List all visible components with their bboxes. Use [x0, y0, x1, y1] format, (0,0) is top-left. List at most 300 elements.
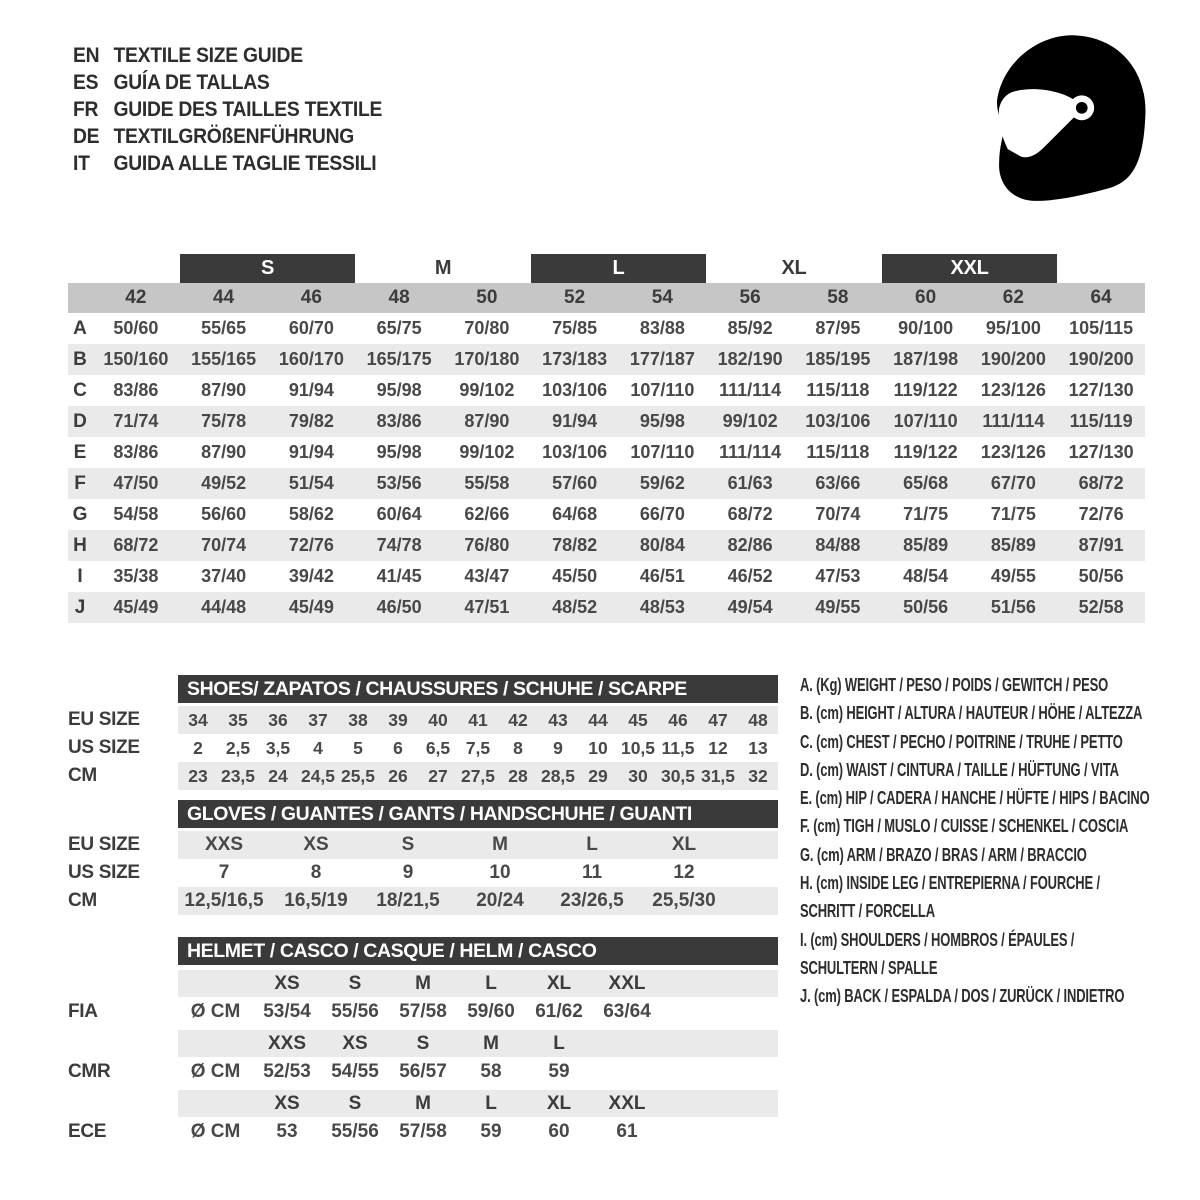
measurement-row-a [68, 313, 1145, 344]
gloves-row-label: US SIZE [68, 862, 140, 883]
main-size-table [68, 254, 1145, 623]
size-value-cell: 47/51 [464, 597, 510, 617]
measurement-row-h [68, 530, 1145, 561]
language-row [73, 69, 382, 96]
value-cell: 28 [508, 765, 528, 786]
size-value-cell: 76/80 [464, 535, 510, 555]
gloves-row-label: EU SIZE [68, 834, 140, 855]
value-cell: 26 [388, 765, 408, 786]
value-cell: 25,5 [340, 765, 376, 786]
size-value-cell: 37/40 [201, 566, 247, 586]
size-value-cell: 87/90 [201, 380, 247, 400]
diameter-unit-label: Ø CM [190, 1121, 241, 1142]
size-group-xl: XL [781, 257, 807, 279]
size-value-cell: 48/52 [552, 597, 598, 617]
size-number-header-row [68, 283, 1145, 313]
helmet-values-row [68, 997, 783, 1027]
size-value-cell: 87/91 [1078, 535, 1124, 555]
size-value-cell: 53/56 [376, 473, 422, 493]
language-code: FR [73, 97, 99, 121]
size-value-cell: 41/45 [376, 566, 422, 586]
measurement-row-j [68, 592, 1145, 623]
value-cell: 23/26,5 [560, 890, 624, 911]
value-cell: 47 [708, 709, 728, 730]
size-value-cell: 35/38 [113, 566, 159, 586]
size-column-header: 64 [1090, 287, 1112, 308]
value-cell: 2 [193, 737, 203, 758]
size-value-cell: 85/92 [727, 318, 773, 338]
size-value-cell: 160/170 [278, 349, 344, 369]
value-cell: XL [671, 834, 697, 855]
size-value-cell: 111/114 [982, 411, 1045, 431]
legend-item [800, 756, 1150, 784]
size-value-cell: 83/86 [113, 380, 159, 400]
value-cell: XS [303, 834, 329, 855]
size-value-cell: 91/94 [552, 411, 598, 431]
value-cell: 4 [313, 737, 323, 758]
size-column-header: 50 [476, 287, 498, 308]
size-group-l: L [531, 254, 707, 283]
value-cell: 29 [588, 765, 608, 786]
size-value-cell: 90/100 [898, 318, 954, 338]
size-header-cell: L [553, 1032, 565, 1054]
size-value-cell: 43/47 [464, 566, 510, 586]
value-cell: 48 [748, 709, 768, 730]
standard-label-ece: ECE [68, 1121, 107, 1142]
value-cell: 11,5 [661, 737, 695, 758]
size-value-cell: 71/75 [990, 504, 1036, 524]
value-cell: 61/62 [535, 1001, 583, 1022]
value-cell: L [586, 834, 598, 855]
value-cell: 25,5/30 [652, 890, 716, 911]
size-header-cell: XS [342, 1032, 368, 1054]
value-cell: 38 [348, 709, 368, 730]
value-cell: 23 [188, 765, 208, 786]
size-value-cell: 123/126 [980, 442, 1046, 462]
size-value-cell: 115/118 [806, 380, 870, 400]
size-value-cell: 46/50 [376, 597, 422, 617]
standard-label-cmr: CMR [68, 1061, 111, 1082]
size-value-cell: 190/200 [1068, 349, 1134, 369]
size-header-cell: XL [546, 1092, 572, 1114]
value-cell: 24 [268, 765, 288, 786]
size-value-cell: 165/175 [366, 349, 432, 369]
size-value-cell: 150/160 [103, 349, 169, 369]
size-value-cell: 91/94 [288, 380, 334, 400]
size-value-cell: 70/80 [464, 318, 510, 338]
value-cell: 35 [228, 709, 248, 730]
size-value-cell: 46/52 [727, 566, 773, 586]
legend-line: I. (cm) SHOULDERS / HOMBROS / ÉPAULES / [800, 929, 1075, 950]
legend-item [800, 841, 1150, 869]
size-value-cell: 74/78 [376, 535, 422, 555]
size-value-cell: 115/119 [1069, 411, 1133, 431]
value-cell: 12,5/16,5 [184, 890, 264, 911]
value-cell: 30 [628, 765, 648, 786]
value-cell: 55/56 [331, 1121, 379, 1142]
size-column-header: 62 [1002, 287, 1024, 308]
gloves-row [68, 831, 783, 859]
helmet-values-row [68, 1117, 783, 1147]
language-code: DE [73, 124, 100, 148]
size-value-cell: 75/85 [552, 318, 598, 338]
helmet-sizes-row [68, 970, 783, 997]
legend-item [800, 728, 1150, 756]
value-cell: 3,5 [265, 737, 291, 758]
size-header-cell: M [415, 1092, 431, 1114]
spacer [68, 970, 178, 997]
size-value-cell: 70/74 [815, 504, 861, 524]
value-cell: 52/53 [263, 1061, 311, 1082]
value-cell: 24,5 [300, 765, 336, 786]
value-cell: 43 [548, 709, 568, 730]
measurement-row-e [68, 437, 1145, 468]
helmet-size-table [68, 937, 783, 1147]
size-column-header: 44 [213, 287, 235, 308]
legend-line: C. (cm) CHEST / PECHO / POITRINE / TRUHE / PETTO [800, 731, 1123, 752]
size-value-cell: 72/76 [1078, 504, 1124, 524]
language-title-text: GUIDE DES TAILLES TEXTILE [113, 97, 383, 121]
measurement-row-label: B [73, 348, 87, 370]
size-value-cell: 103/106 [542, 380, 608, 400]
value-cell: 10 [588, 737, 608, 758]
shoes-values [178, 734, 778, 762]
size-value-cell: 65/75 [376, 318, 422, 338]
language-code: IT [73, 151, 90, 175]
legend-item [800, 982, 1150, 1010]
size-value-cell: 49/54 [727, 597, 773, 617]
standard-label-fia: FIA [68, 1001, 98, 1022]
legend-item [800, 784, 1150, 812]
measurement-row-f [68, 468, 1145, 499]
gloves-row-label: CM [68, 890, 97, 911]
size-value-cell: 44/48 [201, 597, 247, 617]
language-title-list [73, 42, 382, 177]
size-header-cell: XXL [608, 972, 646, 994]
shoes-values [178, 706, 778, 734]
shoes-row [68, 734, 783, 762]
legend-item [800, 671, 1150, 699]
size-value-cell: 127/130 [1068, 442, 1134, 462]
value-cell: 20/24 [476, 890, 524, 911]
size-value-cell: 51/56 [990, 597, 1036, 617]
legend-item [800, 699, 1150, 727]
value-cell: 7 [218, 862, 230, 883]
measurement-row-label: J [74, 596, 86, 618]
size-value-cell: 84/88 [815, 535, 861, 555]
size-value-cell: 80/84 [639, 535, 685, 555]
value-cell: 36 [268, 709, 288, 730]
size-header-cell: XS [274, 1092, 300, 1114]
size-value-cell: 72/76 [288, 535, 334, 555]
size-column-header: 54 [651, 287, 673, 308]
value-cell: 5 [353, 737, 363, 758]
size-value-cell: 52/58 [1078, 597, 1124, 617]
shoes-row-label: US SIZE [68, 737, 140, 758]
size-value-cell: 85/89 [903, 535, 949, 555]
shoes-row [68, 762, 783, 790]
shoes-header-bar: SHOES/ ZAPATOS / CHAUSSURES / SCHUHE / SCARPE [178, 675, 778, 703]
size-value-cell: 182/190 [717, 349, 783, 369]
value-cell: 12 [708, 737, 728, 758]
legend-line: J. (cm) BACK / ESPALDA / DOS / ZURÜCK / INDIETRO [800, 986, 1125, 1007]
legend-line: D. (cm) WAIST / CINTURA / TAILLE / HÜFTUNG / VITA [800, 759, 1119, 780]
value-cell: M [492, 834, 508, 855]
size-value-cell: 68/72 [727, 504, 773, 524]
legend-line: SCHRITT / FORCELLA [800, 901, 935, 922]
value-cell: 45 [628, 709, 648, 730]
size-value-cell: 62/66 [464, 504, 510, 524]
helmet-values [178, 1057, 778, 1087]
size-value-cell: 49/55 [815, 597, 861, 617]
legend-item [800, 812, 1150, 840]
size-value-cell: 54/58 [113, 504, 159, 524]
gloves-values [178, 887, 778, 915]
size-value-cell: 173/183 [542, 349, 608, 369]
size-value-cell: 45/49 [288, 597, 334, 617]
size-value-cell: 119/122 [893, 380, 958, 400]
size-value-cell: 190/200 [980, 349, 1046, 369]
size-value-cell: 60/64 [376, 504, 422, 524]
helmet-size-headers [178, 970, 778, 997]
measurement-legend [800, 671, 1150, 1011]
legend-line: G. (cm) ARM / BRAZO / BRAS / ARM / BRACCIO [800, 844, 1087, 865]
size-value-cell: 47/50 [113, 473, 159, 493]
helmet-size-headers [178, 1030, 778, 1057]
size-column-header: 56 [739, 287, 761, 308]
spacer [68, 1030, 178, 1057]
size-value-cell: 107/110 [630, 380, 695, 400]
size-header-cell: S [416, 1032, 430, 1054]
value-cell: 59 [548, 1061, 570, 1082]
size-header-cell: XXL [608, 1092, 646, 1114]
measurement-row-label: G [72, 503, 88, 525]
size-column-header: 58 [827, 287, 849, 308]
value-cell: 53/54 [263, 1001, 311, 1022]
size-column-header: 60 [915, 287, 937, 308]
shoes-values [178, 762, 778, 790]
value-cell: 6 [393, 737, 403, 758]
size-value-cell: 119/122 [893, 442, 958, 462]
language-row [73, 42, 382, 69]
value-cell: 27,5 [460, 765, 496, 786]
language-code: EN [73, 43, 100, 67]
helmet-size-headers [178, 1090, 778, 1117]
size-value-cell: 70/74 [201, 535, 247, 555]
size-value-cell: 46/51 [639, 566, 685, 586]
size-value-cell: 107/110 [893, 411, 958, 431]
size-value-cell: 67/70 [990, 473, 1036, 493]
diameter-unit-label: Ø CM [190, 1001, 241, 1022]
size-header-cell: M [483, 1032, 499, 1054]
value-cell: 6,5 [425, 737, 451, 758]
measurement-row-b [68, 344, 1145, 375]
size-value-cell: 185/195 [805, 349, 871, 369]
measurement-row-label: C [73, 379, 87, 401]
size-value-cell: 107/110 [630, 442, 695, 462]
value-cell: 56/57 [399, 1061, 447, 1082]
size-value-cell: 50/56 [903, 597, 949, 617]
helmet-sizes-row [68, 1090, 783, 1117]
size-value-cell: 56/60 [201, 504, 247, 524]
value-cell: 23,5 [220, 765, 256, 786]
size-value-cell: 57/60 [552, 473, 598, 493]
size-value-cell: 103/106 [805, 411, 871, 431]
size-header-cell: XS [274, 972, 300, 994]
value-cell: 39 [388, 709, 408, 730]
size-value-cell: 95/98 [376, 380, 422, 400]
value-cell: 31,5 [700, 765, 736, 786]
size-value-cell: 48/53 [639, 597, 685, 617]
helmet-sizes-row [68, 1030, 783, 1057]
value-cell: 59 [480, 1121, 502, 1142]
size-value-cell: 111/114 [719, 380, 782, 400]
value-cell: S [401, 834, 415, 855]
size-value-cell: 59/62 [639, 473, 685, 493]
size-value-cell: 83/88 [639, 318, 685, 338]
value-cell: 40 [428, 709, 448, 730]
measurement-row-label: F [74, 472, 86, 494]
size-value-cell: 50/56 [1078, 566, 1124, 586]
size-value-cell: 83/86 [113, 442, 159, 462]
size-header-cell: XL [546, 972, 572, 994]
size-value-cell: 123/126 [980, 380, 1046, 400]
size-value-cell: 51/54 [288, 473, 334, 493]
size-value-cell: 75/78 [201, 411, 247, 431]
size-value-cell: 58/62 [288, 504, 334, 524]
diameter-unit-label: Ø CM [190, 1061, 241, 1082]
value-cell: 57/58 [399, 1001, 447, 1022]
size-value-cell: 91/94 [288, 442, 334, 462]
size-value-cell: 49/52 [201, 473, 247, 493]
size-value-cell: 170/180 [454, 349, 520, 369]
shoes-size-table [68, 675, 783, 790]
value-cell: 44 [588, 709, 608, 730]
gloves-values [178, 831, 778, 859]
value-cell: 16,5/19 [284, 890, 348, 911]
shoes-row-label: EU SIZE [68, 709, 140, 730]
value-cell: XXS [204, 834, 244, 855]
value-cell: 7,5 [465, 737, 491, 758]
racing-helmet-icon [982, 30, 1154, 208]
size-column-header: 48 [388, 287, 410, 308]
language-row [73, 123, 382, 150]
value-cell: 57/58 [399, 1121, 447, 1142]
size-value-cell: 99/102 [459, 380, 515, 400]
shoes-row-label: CM [68, 765, 97, 786]
language-row [73, 150, 382, 177]
size-value-cell: 177/187 [629, 349, 695, 369]
helmet-header-bar: HELMET / CASCO / CASQUE / HELM / CASCO [178, 937, 778, 965]
legend-item [800, 869, 1150, 926]
legend-line: B. (cm) HEIGHT / ALTURA / HAUTEUR / HÖHE / ALTEZZA [800, 703, 1143, 724]
size-value-cell: 85/89 [990, 535, 1036, 555]
measurement-row-label: I [77, 565, 83, 587]
size-group-xxl: XXL [882, 254, 1058, 283]
gloves-row [68, 859, 783, 887]
value-cell: 58 [480, 1061, 502, 1082]
value-cell: 9 [402, 862, 414, 883]
size-header-cell: XXS [267, 1032, 307, 1054]
gloves-values [178, 859, 778, 887]
helmet-values-row [68, 1057, 783, 1087]
size-value-cell: 50/60 [113, 318, 159, 338]
value-cell: 46 [668, 709, 688, 730]
size-value-cell: 45/49 [113, 597, 159, 617]
legend-line: E. (cm) HIP / CADERA / HANCHE / HÜFTE / HIPS / BACINO [800, 788, 1150, 809]
size-value-cell: 49/55 [990, 566, 1036, 586]
value-cell: 13 [748, 737, 768, 758]
value-cell: 18/21,5 [376, 890, 440, 911]
language-title-text: TEXTILGRÖßENFÜHRUNG [113, 124, 355, 148]
language-title-text: GUIDA ALLE TAGLIE TESSILI [113, 151, 377, 175]
value-cell: 32 [748, 765, 768, 786]
main-size-table-body [68, 313, 1145, 623]
size-value-cell: 127/130 [1068, 380, 1134, 400]
size-group-header-row [68, 254, 1145, 283]
measurement-row-i [68, 561, 1145, 592]
measurement-row-label: E [73, 441, 87, 463]
size-value-cell: 71/75 [903, 504, 949, 524]
value-cell: 53 [276, 1121, 298, 1142]
value-cell: 54/55 [331, 1061, 379, 1082]
size-value-cell: 55/65 [201, 318, 247, 338]
size-value-cell: 71/74 [113, 411, 159, 431]
size-value-cell: 61/63 [727, 473, 773, 493]
size-header-cell: L [485, 972, 497, 994]
value-cell: 63/64 [603, 1001, 651, 1022]
size-header-cell: L [485, 1092, 497, 1114]
value-cell: 60 [548, 1121, 570, 1142]
measurement-row-g [68, 499, 1145, 530]
gloves-size-table [68, 800, 783, 915]
size-value-cell: 103/106 [542, 442, 608, 462]
size-value-cell: 105/115 [1069, 318, 1134, 338]
value-cell: 41 [468, 709, 488, 730]
size-value-cell: 155/165 [191, 349, 257, 369]
language-code: ES [73, 70, 99, 94]
size-value-cell: 83/86 [376, 411, 422, 431]
size-value-cell: 95/100 [985, 318, 1041, 338]
size-value-cell: 187/198 [893, 349, 959, 369]
value-cell: 61 [616, 1121, 638, 1142]
size-value-cell: 99/102 [459, 442, 515, 462]
size-value-cell: 68/72 [1078, 473, 1124, 493]
legend-item [800, 926, 1150, 983]
size-value-cell: 79/82 [288, 411, 334, 431]
legend-line: SCHULTERN / SPALLE [800, 957, 938, 978]
size-value-cell: 95/98 [639, 411, 685, 431]
gloves-row [68, 887, 783, 915]
size-value-cell: 39/42 [288, 566, 334, 586]
language-title-text: GUÍA DE TALLAS [113, 70, 270, 94]
value-cell: 12 [673, 862, 695, 883]
value-cell: 10,5 [620, 737, 656, 758]
size-value-cell: 78/82 [552, 535, 598, 555]
size-value-cell: 63/66 [815, 473, 861, 493]
size-value-cell: 45/50 [552, 566, 598, 586]
size-value-cell: 115/118 [806, 442, 870, 462]
language-row [73, 96, 382, 123]
shoes-row [68, 706, 783, 734]
size-header-cell: S [348, 972, 362, 994]
measurement-row-label: A [73, 317, 87, 339]
size-group-s: S [180, 254, 356, 283]
value-cell: 30,5 [660, 765, 696, 786]
size-column-header: 46 [300, 287, 322, 308]
value-cell: 34 [188, 709, 208, 730]
legend-line: H. (cm) INSIDE LEG / ENTREPIERNA / FOURCHE / [800, 873, 1100, 894]
